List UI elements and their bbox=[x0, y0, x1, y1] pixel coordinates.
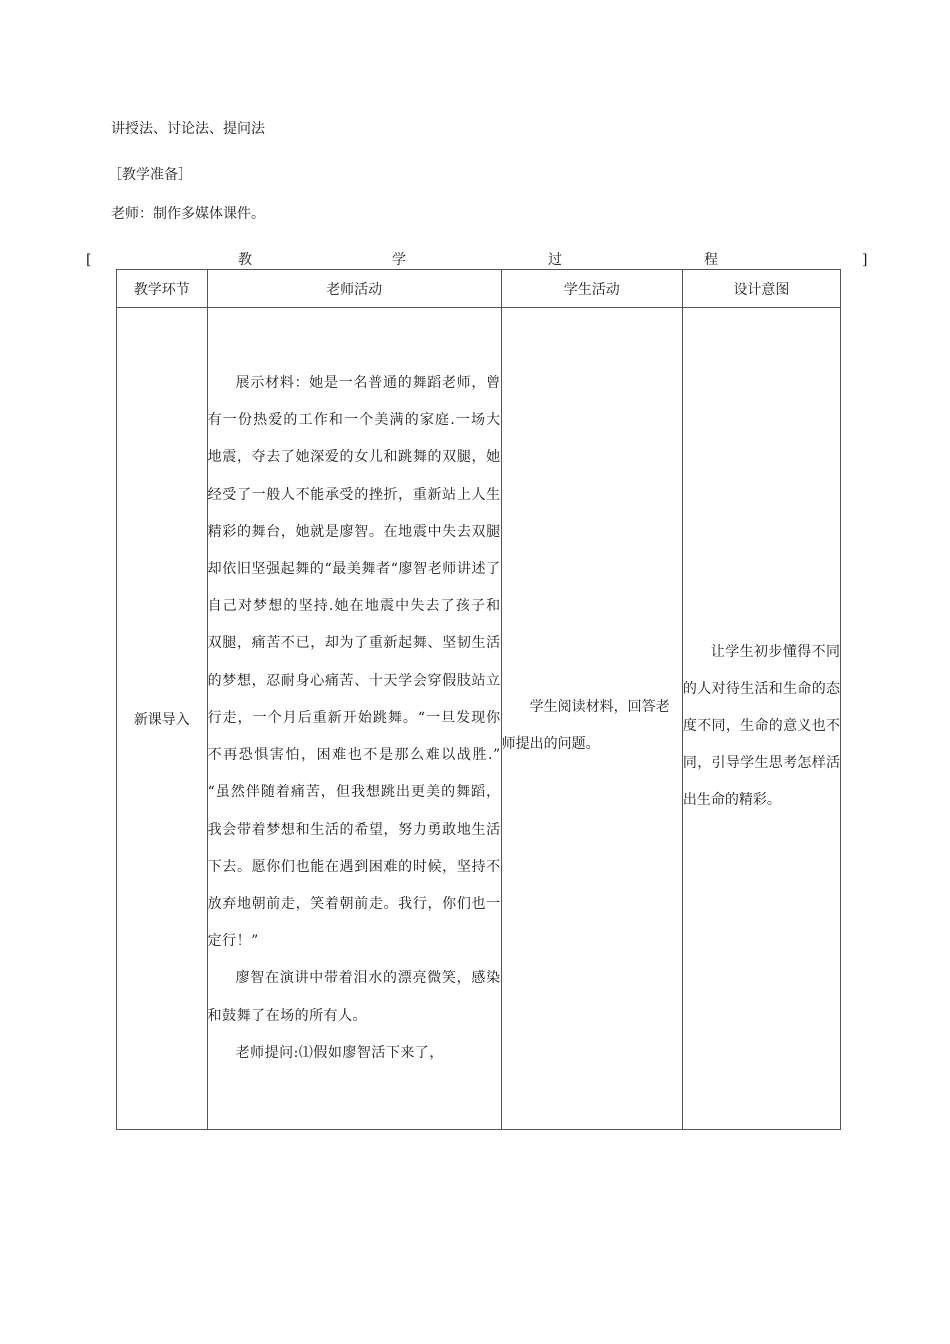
header-teacher-activity: 老师活动 bbox=[207, 270, 501, 308]
bracket-open: [ bbox=[86, 252, 92, 268]
header-student-activity: 学生活动 bbox=[501, 270, 682, 308]
teaching-prep-heading: ［教学准备］ bbox=[108, 167, 192, 183]
bracket-close: ] bbox=[862, 252, 868, 268]
teaching-prep-text: 老师：制作多媒体课件。 bbox=[111, 206, 265, 222]
heading-char-1: 教 bbox=[238, 252, 252, 268]
student-text: 学生阅读材料，回答老师提出的问题。 bbox=[501, 699, 670, 752]
table-header-row bbox=[117, 270, 841, 308]
teaching-methods: 讲授法、讨论法、提问法 bbox=[111, 121, 265, 137]
teacher-paragraph: 展示材料：她是一名普通的舞蹈老师，曾有一份热爱的工作和一个美满的家庭.一场大地震，夺去了她深爱的女儿和跳舞的双腿，她经受了一般人不能承受的挫折，重新站上人生精彩的舞台，她就是廖智。在地震中失去双腿却依旧坚强起舞的“最美舞者“廖智老师讲述了自己对梦想的坚持.她在地震中失去了孩子和双腿，痛苦不已，却为了重新起舞、坚韧生活的梦想，忍耐身心痛苦、十天学会穿假肢站立行走，一个月后重新开始跳舞。“一旦发现你不再恐惧害怕，困难也不是那么难以战胜.” “虽然伴随着痛苦，但我想跳出更美的舞蹈，我会带着梦想和生活的希望，努力勇敢地生活下去。愿你们也能在遇到困难的时候，坚持不放弃地朝前走，笑着朝前走。我行，你们也一定行！” bbox=[207, 375, 501, 950]
heading-char-3: 过 bbox=[548, 252, 562, 268]
cell-design-intent bbox=[682, 308, 840, 1130]
heading-char-2: 学 bbox=[392, 252, 406, 268]
cell-student-activity bbox=[501, 308, 682, 1130]
table-row bbox=[117, 308, 841, 1130]
teaching-process-heading bbox=[86, 250, 872, 270]
teaching-process-table bbox=[116, 269, 841, 1130]
teacher-paragraph: 老师提问:⑴假如廖智活下来了， bbox=[235, 1044, 444, 1061]
teacher-paragraph: 廖智在演讲中带着泪水的漂亮微笑，感染和鼓舞了在场的所有人。 bbox=[207, 970, 501, 1024]
design-text: 让学生初步懂得不同的人对待生活和生命的态度不同，生命的意义也不同，引导学生思考怎样活出生命的精彩。 bbox=[682, 643, 840, 808]
cell-teacher-activity bbox=[207, 308, 501, 1130]
header-stage: 教学环节 bbox=[117, 270, 208, 308]
cell-stage: 新课导入 bbox=[117, 308, 208, 1130]
header-design-intent: 设计意图 bbox=[682, 270, 840, 308]
heading-char-4: 程 bbox=[704, 252, 718, 268]
